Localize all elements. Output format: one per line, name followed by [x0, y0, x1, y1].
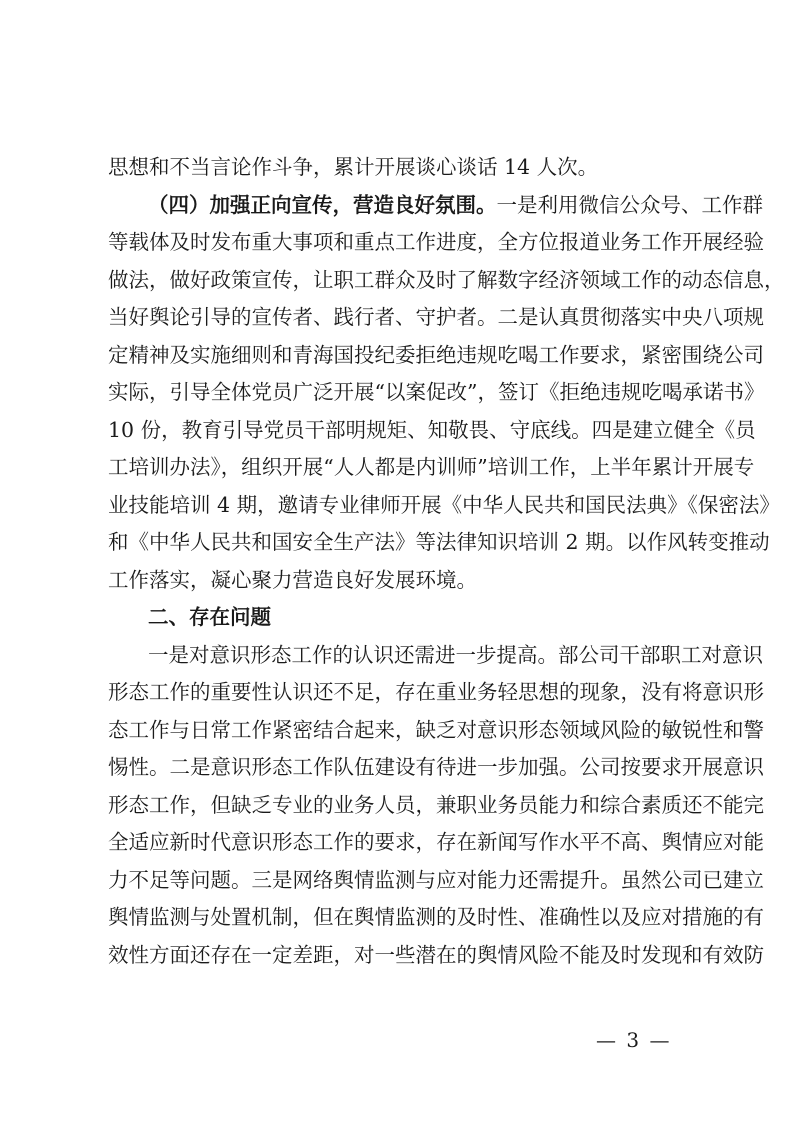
section-heading — [148, 604, 691, 630]
text-line — [108, 304, 764, 330]
line-text: 形态工作的重要性认识还不足，存在重业务轻思想的现象，没有将意识形 — [108, 680, 764, 704]
line-text: 全适应新时代意识形态工作的要求，存在新闻写作水平不高、舆情应对能 — [108, 830, 764, 854]
line-text: 实际，引导全体党员广泛开展“以案促改”，签订《拒绝违规吃喝承诺书》 — [108, 380, 765, 404]
text-line — [108, 792, 764, 818]
text-line — [148, 642, 763, 668]
line-text: 一是对意识形态工作的认识还需进一步提高。部公司干部职工对意识 — [148, 642, 763, 667]
subheading-text: （四）加强正向宣传，营造良好氛围。 — [148, 192, 497, 217]
line-text: 力不足等问题。三是网络舆情监测与应对能力还需提升。虽然公司已建立 — [108, 867, 764, 892]
text-line — [108, 829, 764, 855]
text-line — [108, 754, 764, 780]
line-text: 工培训办法》，组织开展“人人都是内训师”培训工作，上半年累计开展专 — [108, 455, 755, 479]
line-text: 惕性。二是意识形态工作队伍建设有待进一步加强。公司按要求开展意识 — [108, 755, 764, 779]
text-line — [108, 229, 764, 255]
text-line — [108, 417, 756, 443]
line-text: 舆情监测与处置机制，但在舆情监测的及时性、准确性以及应对措施的有 — [108, 905, 764, 929]
text-line — [108, 342, 764, 368]
page-number: — 3 — — [596, 1028, 672, 1052]
line-text: 做法，做好政策宣传，让职工群众及时了解数字经济领域工作的动态信息， — [108, 267, 785, 292]
text-line — [108, 942, 764, 968]
line-text: 等载体及时发布重大事项和重点工作进度，全方位报道业务工作开展经验 — [108, 230, 764, 254]
line-text: 形态工作，但缺乏专业的业务人员，兼职业务员能力和综合素质还不能完 — [108, 792, 764, 817]
line-text: 态工作与日常工作紧密结合起来，缺乏对意识形态领域风险的敏锐性和警 — [108, 717, 764, 742]
text-line — [148, 192, 763, 218]
line-text: 工作落实，凝心聚力营造良好发展环境。 — [108, 567, 477, 592]
text-line — [108, 267, 785, 293]
line-text: 业技能培训 4 期，邀请专业律师开展《中华人民共和国民法典》《保密法》 — [108, 492, 780, 517]
line-text: 10 份，教育引导党员干部明规矩、知敬畏、守底线。四是建立健全《员 — [108, 417, 756, 442]
text-line — [108, 867, 764, 893]
line-text: 和《中华人民共和国安全生产法》等法律知识培训 2 期。以作风转变推动 — [108, 530, 770, 554]
text-line — [108, 904, 764, 930]
line-text: 思想和不当言论作斗争，累计开展谈心谈话 14 人次。 — [108, 155, 599, 179]
text-line — [108, 454, 755, 480]
text-line — [108, 379, 765, 405]
line-text: 效性方面还存在一定差距，对一些潜在的舆情风险不能及时发现和有效防 — [108, 942, 764, 967]
text-line — [108, 567, 691, 593]
text-line — [108, 492, 780, 518]
text-line — [108, 717, 764, 743]
line-text: 一是利用微信公众号、工作群 — [496, 192, 763, 217]
text-line — [108, 529, 770, 555]
line-text: 定精神及实施细则和青海国投纪委拒绝违规吃喝工作要求，紧密围绕公司 — [108, 342, 764, 367]
text-line — [108, 154, 691, 180]
line-text: 当好舆论引导的宣传者、践行者、守护者。二是认真贯彻落实中央八项规 — [108, 305, 764, 329]
text-line — [108, 679, 764, 705]
heading-text: 二、存在问题 — [148, 605, 271, 629]
